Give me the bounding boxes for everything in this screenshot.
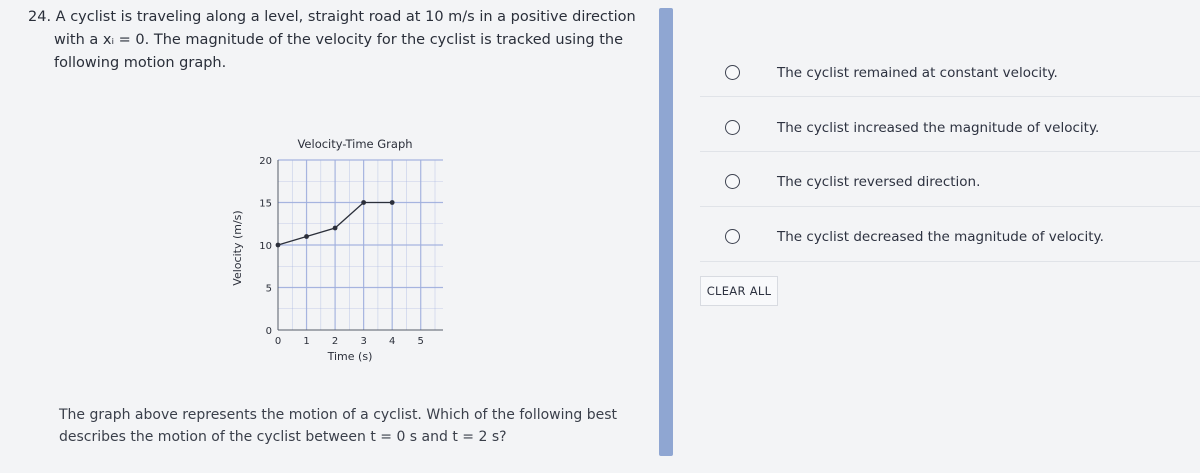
y-tick-label: 15 [259,198,272,210]
x-tick-label: 1 [303,336,310,347]
chart-y-axis-label: Velocity (m/s) [231,210,244,286]
answer-option-label: The cyclist remained at constant velocity. [777,65,1058,81]
x-tick-label: 4 [388,336,396,347]
radio-button-icon[interactable] [725,229,740,244]
radio-button-icon[interactable] [725,174,740,189]
data-point [304,234,309,239]
y-tick-label: 10 [259,241,272,252]
y-tick-label: 20 [259,156,272,167]
question-text [28,6,648,75]
answer-option-1[interactable] [700,48,1200,97]
answer-option-label: The cyclist increased the magnitude of velocity. [777,120,1100,136]
answer-option-3[interactable] [700,158,1200,207]
x-tick-label: 0 [274,336,282,347]
chart-x-axis-label: Time (s) [327,350,373,363]
answer-option-2[interactable] [700,103,1200,152]
chart-title: Velocity-Time Graph [297,137,413,151]
y-tick-label: 5 [265,283,272,295]
answer-option-label: The cyclist reversed direction. [777,174,981,190]
answer-option-4[interactable] [700,213,1200,262]
clear-all-button[interactable]: CLEAR ALL [700,276,778,306]
data-point [276,243,281,248]
x-tick-label: 3 [360,336,367,347]
panel-divider [659,8,673,456]
radio-button-icon[interactable] [725,65,740,80]
prompt-line-2: describes the motion of the cyclist between t = 0 s and t = 2 s? [59,429,507,445]
chart-tick-labels [259,156,424,347]
answer-option-label: The cyclist decreased the magnitude of velocity. [777,229,1104,245]
chart-grid [278,160,443,330]
velocity-time-chart [230,130,450,370]
question-prompt [59,404,659,448]
chart-svg [230,130,450,370]
y-tick-label: 0 [265,326,272,337]
data-point [390,200,395,205]
x-tick-label: 5 [417,336,424,347]
data-point [333,226,338,231]
x-tick-label: 2 [331,336,339,347]
question-line-2: with a xᵢ = 0. The magnitude of the velocity for the cyclist is tracked using the [54,32,624,48]
radio-button-icon[interactable] [725,120,740,135]
question-line-3: following motion graph. [54,55,227,71]
question-line-1: 24. A cyclist is traveling along a level, straight road at 10 m/s in a positive direction [28,9,636,25]
data-point [361,200,366,205]
prompt-line-1: The graph above represents the motion of a cyclist. Which of the following best [59,407,618,423]
